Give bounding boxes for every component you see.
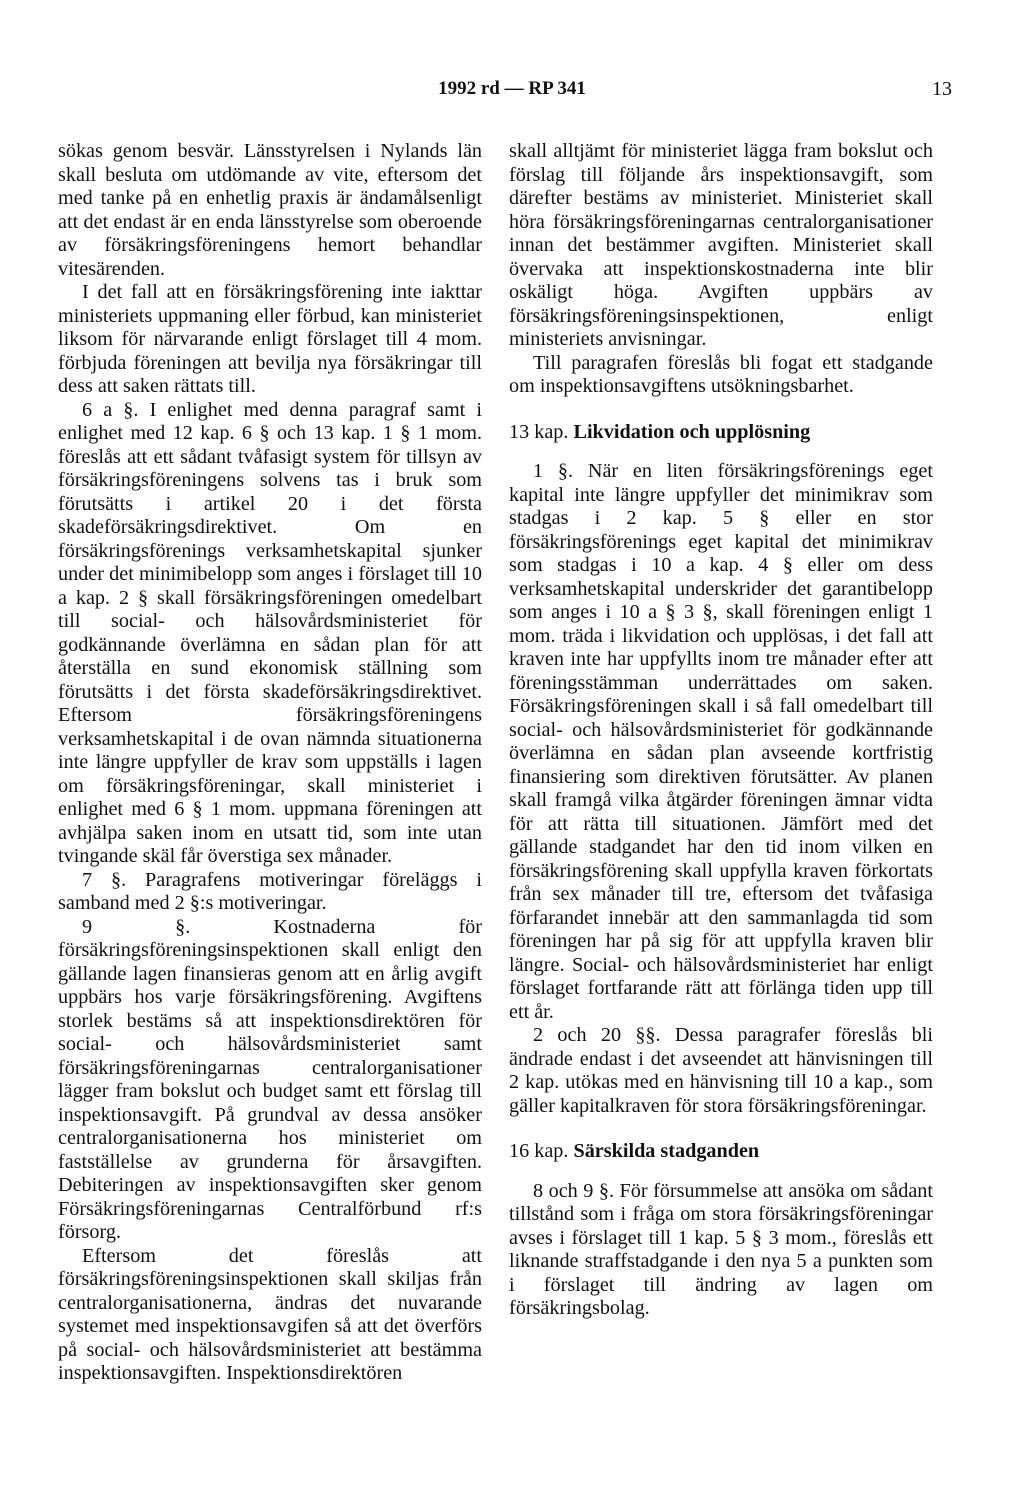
page-header — [0, 78, 1024, 108]
section-heading-13 — [509, 421, 933, 445]
paragraph: 6 a §. I enlighet med denna paragraf samt i enlighet med 12 kap. 6 § och 13 kap. 1 § 1 mom. föreslås att ett sådant tvåfasigt system för tillsyn av försäkringsföreningens solvens tas i bruk som förutsätts i artikel 20 i det första skadeförsäkringsdirektivet. Om en försäkringsförenings verksamhetskapital sjunker under det minimibelopp som anges i förslaget till 10 a kap. 2 § skall försäkringsföreningen omedelbart till social- och hälsovårdsministeriet för godkännande överlämna en sådan plan för att återställa en sund ekonomisk ställning som förutsätts i det första skadeförsäkringsdirektivet. Eftersom försäkringsföreningens verksamhetskapital i de ovan nämnda situationerna inte längre uppfyller de krav som uppställs i lagen om försäkringsföreningar, skall ministeriet i enlighet med 6 § 1 mom. uppmana föreningen att avhjälpa saken inom en utsatt tid, som inte utan tvingande skäl får överstiga sex månader. — [58, 398, 482, 867]
section-title: Likvidation och upplösning — [573, 420, 811, 443]
section-number: 13 kap. — [509, 420, 569, 443]
paragraph: 2 och 20 §§. Dessa paragrafer föreslås bli ändrade endast i det avseendet att hänvisningen till 2 kap. utökas med en hänvisning till 10 a kap., som gäller kapitalkraven för stora försäkringsföreningar. — [509, 1024, 933, 1117]
left-column — [58, 140, 482, 1386]
paragraph: sökas genom besvär. Länsstyrelsen i Nylands län skall besluta om utdömande av vite, eftersom det med tanke på en enhetlig praxis är ändamålsenligt att det endast är en enda länsstyrelse som oberoende av försäkringsföreningens hemort behandlar vitesärenden. — [58, 140, 482, 280]
paragraph: 8 och 9 §. För försummelse att ansöka om sådant tillstånd som i fråga om stora försäkringsföreningar avses i förslaget till 1 kap. 5 § 3 mom., föreslås ett liknande straffstadgande i den nya 5 a punkten som i förslaget till ändring av lagen om försäkringsbolag. — [509, 1179, 933, 1319]
section-number: 16 kap. — [509, 1140, 569, 1162]
paragraph: Till paragrafen föreslås bli fogat ett stadgande om inspektionsavgiftens utsökningsbarhet. — [509, 351, 933, 397]
paragraph: Eftersom det föreslås att försäkringsföreningsinspektionen skall skiljas från centralorganisationerna, ändras det nuvarande systemet med inspektionsavgifen så att det överförs på social- och hälsovårdsministeriet att bestämma inspektionsavgiften. Inspektionsdirektören — [58, 1244, 482, 1384]
section-heading-16 — [509, 1140, 933, 1164]
section-title: Särskilda stadganden — [573, 1140, 760, 1162]
paragraph: 7 §. Paragrafens motiveringar föreläggs i samband med 2 §:s motiveringar. — [58, 868, 482, 914]
page-number: 13 — [932, 78, 952, 100]
paragraph: 1 §. När en liten försäkringsförenings eget kapital inte längre uppfyller det minimikrav som stadgas i 2 kap. 5 § eller en stor försäkringsförenings eget kapital det minimikrav som stadgas i 10 a kap. 4 § eller om dess verksamhetskapital underskrider det garantibelopp som anges i 10 a § 3 §, skall föreningen enligt 1 mom. träda i likvidation och upplösas, i det fall att kraven inte har uppfyllts inom tre månader efter att föreningsstämman underrättades om saken. Försäkringsföreningen skall i så fall omedelbart till social- och hälsovårdsministeriet för godkännande överlämna en sådan plan avseende kortfristig finansiering som direktiven förutsätter. Av planen skall framgå vilka åtgärder föreningen ämnar vidta för att rätta till situationen. Jämfört med det gällande stadgandet har den tid inom vilken en försäkringsförening skall uppfylla kraven förkortats från sex månader till tre, eftersom det tvåfasiga förfarandet innebär att den sammanlagda tid som föreningen har på sig för att uppfylla kraven blir längre. Social- och hälsovårdsministeriet har enligt förslaget fortfarande rätt att förlänga tiden upp till ett år. — [509, 460, 933, 1023]
paragraph: skall alltjämt för ministeriet lägga fram bokslut och förslag till följande års inspektionsavgift, som därefter bestäms av ministeriet. Ministeriet skall höra försäkringsföreningarnas centralorganisationer innan det bestämmer avgiften. Ministeriet skall övervaka att inspektionskostnaderna inte blir oskäligt höga. Avgiften uppbärs av försäkringsföreningsinspektionen, enligt ministeriets anvisningar. — [509, 140, 933, 350]
right-column — [509, 140, 933, 1321]
paragraph: I det fall att en försäkringsförening inte iakttar ministeriets uppmaning eller förbud, kan ministeriet liksom för närvarande enligt förslaget till 4 mom. förbjuda föreningen att bevilja nya försäkringar till dess att saken rättats till. — [58, 281, 482, 397]
running-title: 1992 rd — RP 341 — [438, 78, 586, 99]
paragraph: 9 §. Kostnaderna för försäkringsföreningsinspektionen skall enligt den gällande lagen finansieras genom att en årlig avgift uppbärs hos varje försäkringsförening. Avgiftens storlek bestäms så att inspektionsdirektören för social- och hälsovårdsministeriet samt försäkringsföreningarnas centralorganisationer lägger fram bokslut och budget samt ett förslag till inspektionsavgift. På grundval av dessa ansöker centralorganisationerna hos ministeriet om fastställelse av grunderna för årsavgiften. Debiteringen av inspektionsavgiften sker genom Försäkringsföreningarnas Centralförbund rf:s försorg. — [58, 915, 482, 1243]
